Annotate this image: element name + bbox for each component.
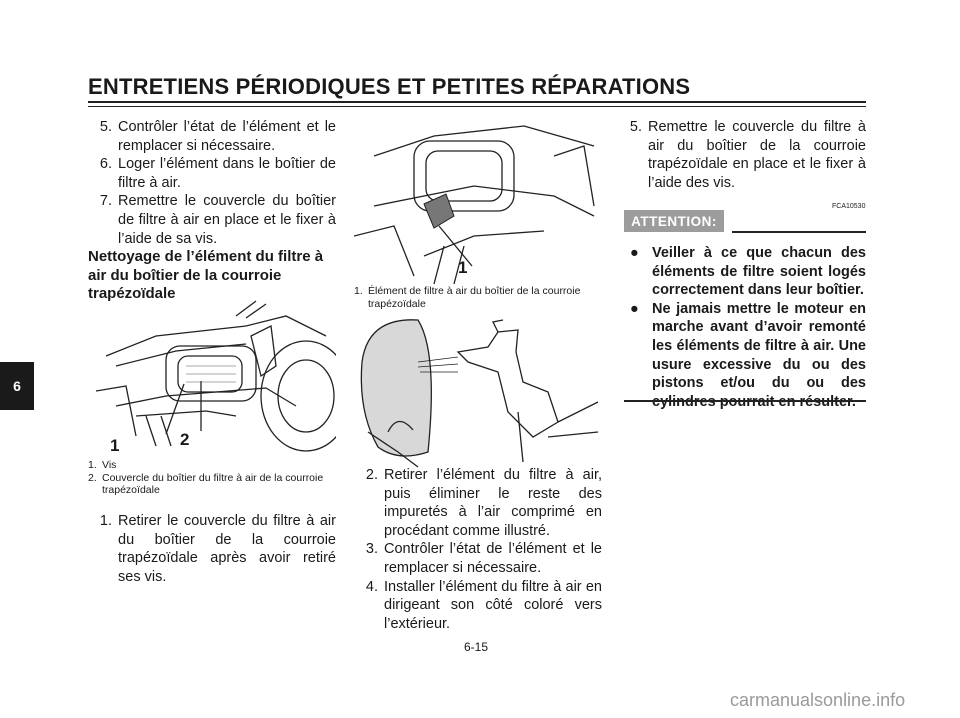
step-text: Contrôler l’état de l’élément et le remplacer si nécessaire. — [384, 541, 602, 576]
compressed-air-cleaning-figure — [358, 312, 604, 468]
bullet-icon: ● — [630, 245, 639, 261]
watermark: carmanualsonline.info — [730, 690, 906, 710]
step-item — [354, 578, 602, 634]
step-text: Installer l’élément du filtre à air en dirigeant son côté coloré vers l’extérieur. — [384, 578, 602, 632]
attention-rule-top — [732, 231, 866, 233]
step-number: 5. — [99, 119, 112, 135]
callout-1: 1 — [110, 436, 120, 455]
column-1 — [88, 118, 336, 304]
chapter-tab: 6 — [0, 362, 34, 410]
attention-bullet-item — [630, 300, 866, 412]
step-item — [88, 155, 336, 192]
attention-badge: ATTENTION: — [624, 210, 724, 232]
step-text: Contrôler l’état de l’élément et le remplacer si nécessaire. — [118, 119, 336, 154]
caption-number: 2. — [88, 471, 97, 484]
step-list — [618, 118, 866, 192]
step-text: Retirer le couvercle du filtre à air du boîtier de la courroie trapézoïdale après avoir retiré ses vis. — [118, 513, 336, 585]
caption-text: Couvercle du boîtier du filtre à air de la courroie trapézoïdale — [102, 471, 324, 496]
attention-bullets — [630, 244, 866, 411]
header-rule-bottom — [88, 106, 866, 107]
step-item — [354, 466, 602, 540]
step-item — [88, 118, 336, 155]
step-text: Remettre le couvercle du boîtier de filtre à air en place et le fixer à l’aide de sa vis. — [118, 193, 336, 247]
scooter-side-figure — [96, 296, 336, 456]
filter-element-figure — [354, 116, 604, 286]
reference-code: FCA10530 — [832, 203, 866, 210]
section-heading: Nettoyage de l’élément du filtre à air du boîtier de la courroie trapézoïdale — [88, 248, 324, 303]
step-item — [618, 118, 866, 192]
step-number: 3. — [365, 541, 378, 558]
step-text: Retirer l’élément du filtre à air, puis éliminer le reste des impuretés à l’air comprimé en procédant comme illustré. — [384, 467, 602, 539]
caption-text: Élément de filtre à air du boîtier de la courroie trapézoïdale — [368, 285, 581, 310]
step-item — [354, 540, 602, 577]
page-number: 6-15 — [464, 640, 489, 654]
figure-caption — [88, 459, 338, 497]
step-number: 6. — [99, 156, 112, 173]
attention-bullet-text: Veiller à ce que chacun des éléments de filtre soient logés correctement dans leur boîtier. — [652, 245, 866, 299]
page-title: ENTRETIENS PÉRIODIQUES ET PETITES RÉPARATIONS — [88, 74, 691, 99]
step-number: 5. — [629, 119, 642, 135]
caption-text: Vis — [102, 459, 117, 471]
attention-bullet-item — [630, 244, 866, 300]
caption-item — [88, 472, 338, 497]
step-list — [354, 466, 602, 633]
attention-bullet-text: Ne jamais mettre le moteur en marche avant d’avoir remonté les éléments de filtre à air. Une usure excessive du ou des pistons et/ou du ou des — [652, 300, 866, 392]
step-number: 7. — [99, 193, 112, 210]
attention-rule-bottom — [624, 400, 866, 402]
step-number: 2. — [365, 467, 378, 483]
step-item — [88, 512, 336, 586]
callout-2: 2 — [180, 430, 190, 449]
step-list — [88, 118, 336, 248]
step-text: Loger l’élément dans le boîtier de filtre à air. — [118, 156, 336, 191]
caption-number: 1. — [354, 285, 363, 297]
callout-1: 1 — [458, 258, 468, 277]
step-list — [88, 512, 336, 586]
figure-caption — [354, 285, 604, 310]
step-number: 4. — [365, 578, 378, 595]
header-rule-top — [88, 101, 866, 103]
step-item — [88, 192, 336, 248]
step-number: 1. — [99, 513, 112, 529]
caption-item — [88, 459, 338, 472]
step-text: Remettre le couvercle du filtre à air du boîtier de la courroie trapézoïdale en place et le fixer à l’aide des vis. — [648, 119, 866, 191]
bullet-icon: ● — [630, 300, 639, 317]
caption-item — [354, 285, 604, 310]
caption-number: 1. — [88, 459, 97, 471]
